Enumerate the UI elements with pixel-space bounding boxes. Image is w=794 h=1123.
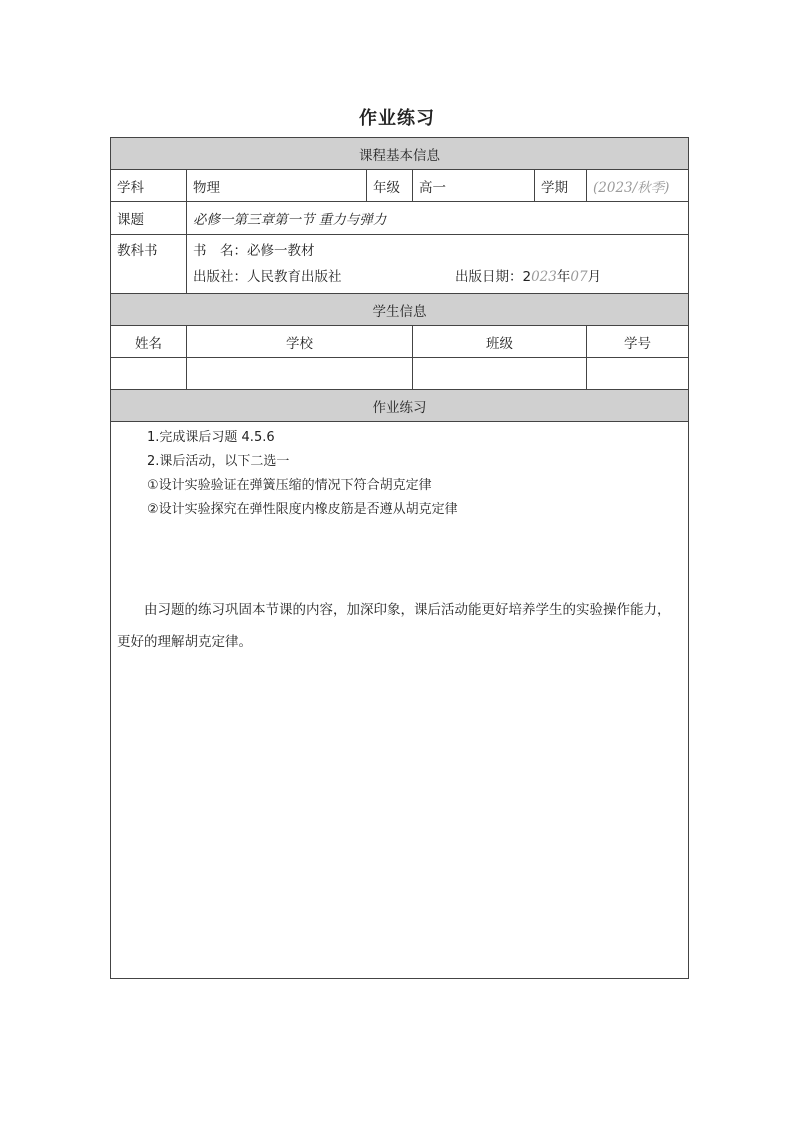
- student-class-cell[interactable]: [413, 358, 587, 390]
- student-col-class: 班级: [413, 326, 587, 358]
- homework-line-1: 1.完成课后习题 4.5.6: [147, 430, 275, 445]
- term-value: (2023/秋季): [587, 170, 689, 202]
- student-id-cell[interactable]: [587, 358, 689, 390]
- grade-value: 高一: [413, 170, 535, 202]
- pub-year-prefix: 2: [522, 269, 532, 285]
- student-name-cell[interactable]: [111, 358, 187, 390]
- book-name-line: [193, 238, 682, 264]
- student-col-school: 学校: [187, 326, 413, 358]
- pub-date-label: 出版日期：: [455, 269, 523, 285]
- textbook-label: 教科书: [111, 235, 187, 294]
- course-info-header-row: [111, 138, 689, 170]
- subject-value: 物理: [187, 170, 367, 202]
- homework-line-2: 2.课后活动，以下二选一: [147, 454, 290, 469]
- publisher-value: 人民教育出版社: [247, 269, 342, 285]
- topic-value: 必修一第三章第一节 重力与弹力: [187, 202, 689, 235]
- student-info-header: 学生信息: [111, 294, 689, 326]
- book-name-label: 书 名：: [193, 243, 247, 259]
- homework-row: [111, 422, 689, 979]
- student-col-id: 学号: [587, 326, 689, 358]
- textbook-row: [111, 235, 689, 294]
- book-name-value: 必修一教材: [247, 243, 315, 259]
- grade-label: 年级: [367, 170, 413, 202]
- pub-date: [455, 264, 601, 290]
- course-info-header: 课程基本信息: [111, 138, 689, 170]
- student-school-cell[interactable]: [187, 358, 413, 390]
- homework-content: [111, 422, 689, 979]
- homework-line-3: ①设计实验验证在弹簧压缩的情况下符合胡克定律: [147, 478, 432, 493]
- student-col-name: 姓名: [111, 326, 187, 358]
- publisher: [193, 264, 455, 290]
- student-columns-row: [111, 326, 689, 358]
- pub-year-rest: 023: [531, 269, 557, 285]
- student-entry-row: [111, 358, 689, 390]
- homework-header: 作业练习: [111, 390, 689, 422]
- page-title: 作业练习: [359, 108, 435, 129]
- topic-row: [111, 202, 689, 235]
- subject-label: 学科: [111, 170, 187, 202]
- term-label: 学期: [535, 170, 587, 202]
- textbook-details: [187, 235, 689, 294]
- worksheet-table: [110, 137, 689, 979]
- homework-line-4: ②设计实验探究在弹性限度内橡皮筋是否遵从胡克定律: [147, 502, 458, 517]
- homework-header-row: [111, 390, 689, 422]
- publisher-line: [193, 264, 682, 290]
- pub-month: 07: [570, 269, 588, 285]
- subject-row: [111, 170, 689, 202]
- publisher-label: 出版社：: [193, 269, 247, 285]
- homework-note: 由习题的练习巩固本节课的内容，加深印象，课后活动能更好培养学生的实验操作能力，更好的理解胡克定律。: [117, 602, 671, 650]
- month-unit: 月: [587, 269, 602, 285]
- student-info-header-row: [111, 294, 689, 326]
- topic-label: 课题: [111, 202, 187, 235]
- year-unit: 年: [556, 269, 571, 285]
